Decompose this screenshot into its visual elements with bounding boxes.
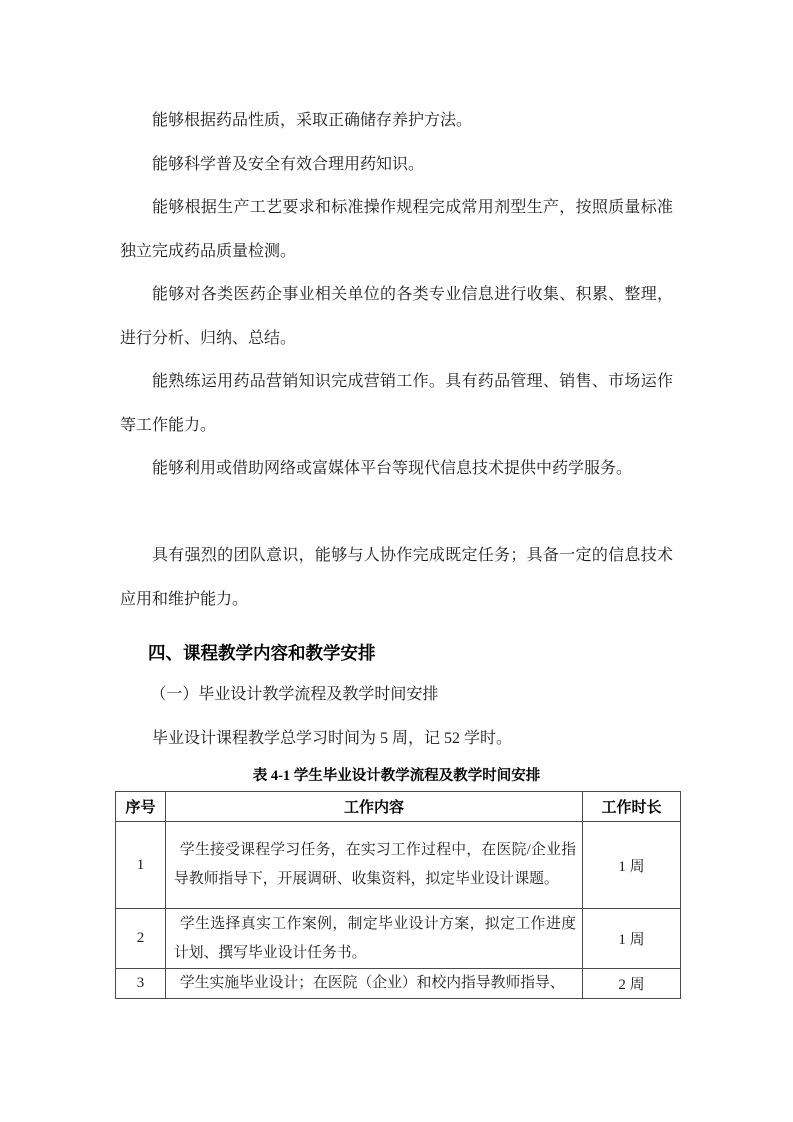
row-content: 学生选择真实工作案例，制定毕业设计方案，拟定工作进度计划、撰写毕业设计任务书。	[166, 909, 583, 969]
schedule-table	[115, 791, 681, 999]
paragraph: 能够对各类医药企事业相关单位的各类专业信息进行收集、积累、整理，进行分析、归纳、总结。	[120, 286, 673, 347]
table-header-row	[116, 792, 681, 822]
intro-paragraph: 毕业设计课程教学总学习时间为 5 周，记 52 学时。	[152, 729, 513, 747]
paragraph: 能熟练运用药品营销知识完成营销工作。具有药品管理、销售、市场运作等工作能力。	[120, 373, 673, 434]
table-row	[116, 909, 681, 969]
header-cell-duration: 工作时长	[583, 792, 681, 822]
paragraph: 能够根据生产工艺要求和标准操作规程完成常用剂型生产，按照质量标准独立完成药品质量检测。	[120, 199, 673, 260]
header-cell-no: 序号	[116, 792, 166, 822]
section-heading: 四、课程教学内容和教学安排	[148, 643, 376, 663]
row-number: 2	[116, 909, 166, 969]
row-number: 1	[116, 822, 166, 909]
row-duration: 2 周	[583, 969, 681, 999]
table-row	[116, 822, 681, 909]
row-number: 3	[116, 969, 166, 999]
table-caption: 表 4-1 学生毕业设计教学流程及教学时间安排	[252, 768, 541, 784]
subsection-heading: （一）毕业设计教学流程及教学时间安排	[150, 686, 439, 703]
paragraph: 能够根据药品性质，采取正确储存养护方法。	[152, 112, 473, 129]
row-duration: 1 周	[583, 822, 681, 909]
paragraph: 能够科学普及安全有效合理用药知识。	[152, 155, 425, 173]
header-cell-content: 工作内容	[166, 792, 583, 822]
row-content: 学生接受课程学习任务，在实习工作过程中，在医院/企业指导教师指导下，开展调研、收集资料，拟定毕业设计课题。	[166, 822, 583, 909]
row-duration: 1 周	[583, 909, 681, 969]
paragraph: 能够利用或借助网络或富媒体平台等现代信息技术提供中药学服务。	[152, 460, 633, 477]
row-content: 学生实施毕业设计；在医院（企业）和校内指导教师指导、	[166, 969, 583, 999]
paragraph: 具有强烈的团队意识，能够与人协作完成既定任务；具备一定的信息技术应用和维护能力。	[120, 547, 673, 608]
table-row	[116, 969, 681, 999]
